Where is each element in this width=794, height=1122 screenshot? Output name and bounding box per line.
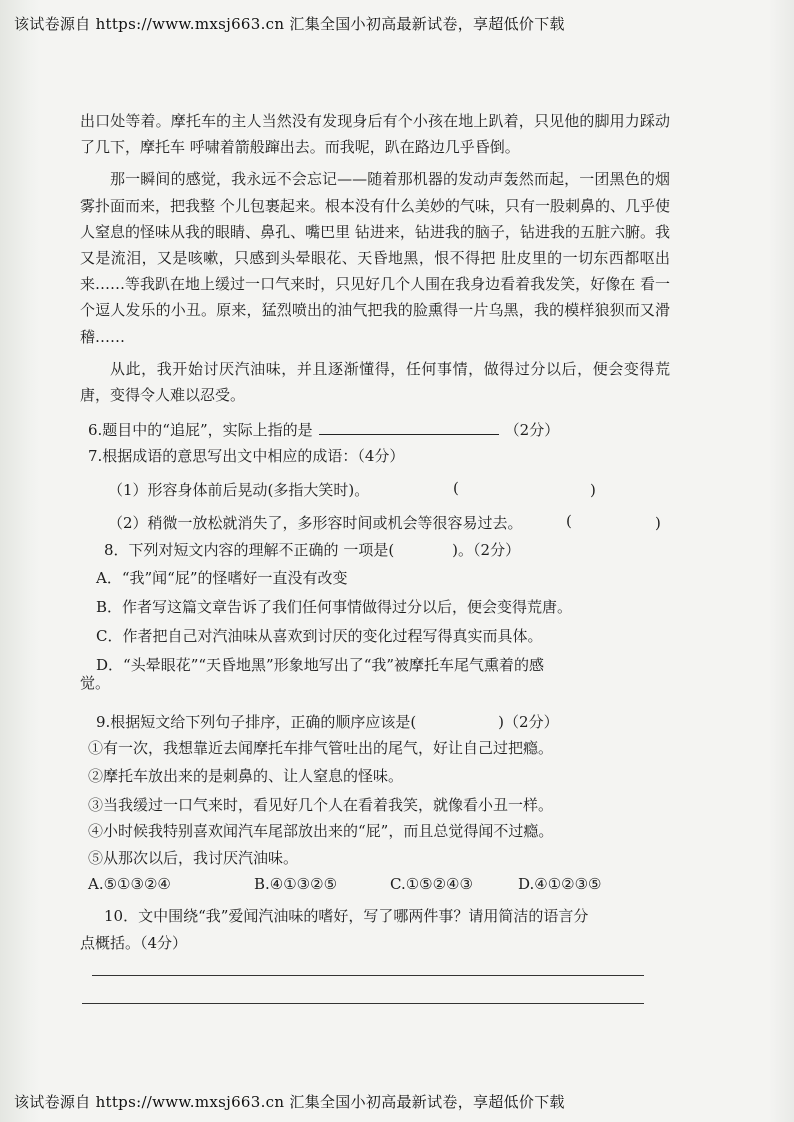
question-7-1-paren-close: ) xyxy=(590,481,596,499)
question-8-text: 8．下列对短文内容的理解不正确的 一项是( xyxy=(104,541,395,559)
question-6-score: （2分） xyxy=(504,421,560,439)
question-6-answer-blank[interactable] xyxy=(319,420,499,435)
header-source-notice: 该试卷源自 https://www.mxsj663.cn 汇集全国小初高最新试卷，享超低价下载 xyxy=(14,15,565,33)
question-7-1-paren-open[interactable]: ( xyxy=(453,479,459,497)
question-9-sentence-1: ①有一次，我想靠近去闻摩托车排气管吐出的尾气，好让自己过把瘾。 xyxy=(88,739,554,757)
question-7-1-text: （1）形容身体前后晃动(多指大笑时)。 xyxy=(108,481,370,499)
question-8 xyxy=(104,539,520,560)
passage-paragraph-1: 出口处等着。摩托车的主人当然没有发现身后有个小孩在地上趴着，只见他的脚用力踩动了几下，摩托车 呼啸着箭般蹿出去。而我呢，趴在路边几乎昏倒。 xyxy=(80,112,670,157)
passage-paragraph-2: 那一瞬间的感觉，我永远不会忘记——随着那机器的发动声轰然而起，一团黑色的烟雾扑面而来，把我整 个儿包裹起来。根本没有什么美妙的气味，只有一股刺鼻的、几乎使人窒息的怪味从我的眼睛、鼻孔、嘴巴里 钻进来，钻进我的脑子，钻进我的五脏六腑。我又是流泪，又是咳嗽，只感到头晕眼花、天昏地黑，恨不得把 肚皮里的一切东西都呕出来……等我趴在地上缓过一口气来时，只见好几个人围在我身边看着我发笑，好像在 看一个逗人发乐的小丑。原来，猛烈喷出的油气把我的脸熏得一片乌黑，我的模样狼狈而又滑稽…… xyxy=(80,170,670,346)
reading-passage xyxy=(80,108,670,408)
question-7-2-paren-close: ) xyxy=(655,514,661,532)
footer-source-notice: 该试卷源自 https://www.mxsj663.cn 汇集全国小初高最新试卷，享超低价下载 xyxy=(14,1093,565,1111)
passage-paragraph-3: 从此，我开始讨厌汽油味，并且逐渐懂得，任何事情，做得过分以后，便会变得荒唐，变得令人难以忍受。 xyxy=(80,359,670,405)
question-9-sentence-2: ②摩托车放出来的是刺鼻的、让人窒息的怪味。 xyxy=(88,767,404,785)
question-8-close: )。（2分） xyxy=(452,541,521,559)
question-6 xyxy=(88,419,559,440)
question-9-options xyxy=(88,875,602,893)
question-7-2-paren-open[interactable]: ( xyxy=(566,512,572,530)
scan-edge-right xyxy=(768,0,794,1122)
question-9-option-c: C.①⑤②④③ xyxy=(390,875,473,893)
question-9-sentence-5: ⑤从那次以后，我讨厌汽油味。 xyxy=(88,849,299,867)
question-7-2-text: （2）稍微一放松就消失了，多形容时间或机会等很容易过去。 xyxy=(108,514,523,532)
question-9-text: 9.根据短文给下列句子排序，正确的顺序应该是( xyxy=(96,713,417,731)
question-9 xyxy=(96,711,559,732)
question-10-answer-line-1[interactable] xyxy=(92,975,644,976)
question-10-answer-line-2[interactable] xyxy=(82,1003,644,1004)
question-10-continued: 点概括。（4分） xyxy=(80,934,188,952)
scan-edge-left xyxy=(0,0,40,1122)
question-9-sentence-4: ④小时候我特别喜欢闻汽车尾部放出来的“屁”，而且总觉得闻不过瘾。 xyxy=(88,822,554,840)
question-9-close: )（2分） xyxy=(498,713,559,731)
question-8-option-b: B．作者写这篇文章告诉了我们任何事情做得过分以后，便会变得荒唐。 xyxy=(96,598,573,616)
question-9-option-a: A.⑤①③②④ xyxy=(88,875,171,893)
question-9-sentence-3: ③当我缓过一口气来时，看见好几个人在看着我笑，就像看小丑一样。 xyxy=(88,796,554,814)
question-9-option-b: B.④①③②⑤ xyxy=(254,875,338,893)
question-10: 10．文中围绕“我”爱闻汽油味的嗜好，写了哪两件事？请用简洁的语言分 xyxy=(104,907,589,925)
question-6-text: 6.题目中的“追屁”，实际上指的是 xyxy=(88,421,313,439)
question-8-option-a: A．“我”闻“屁”的怪嗜好一直没有改变 xyxy=(96,569,348,587)
question-8-option-c: C．作者把自己对汽油味从喜欢到讨厌的变化过程写得真实而具体。 xyxy=(96,627,543,645)
question-8-option-d: D．“头晕眼花”“天昏地黑”形象地写出了“我”被摩托车尾气熏着的感 xyxy=(96,656,545,674)
question-7-1 xyxy=(108,479,369,500)
question-9-option-d: D.④①②③⑤ xyxy=(518,875,602,893)
question-7-2 xyxy=(108,512,523,533)
question-8-option-d-continued: 觉。 xyxy=(80,674,111,692)
question-7: 7.根据成语的意思写出文中相应的成语：（4分） xyxy=(88,447,405,465)
